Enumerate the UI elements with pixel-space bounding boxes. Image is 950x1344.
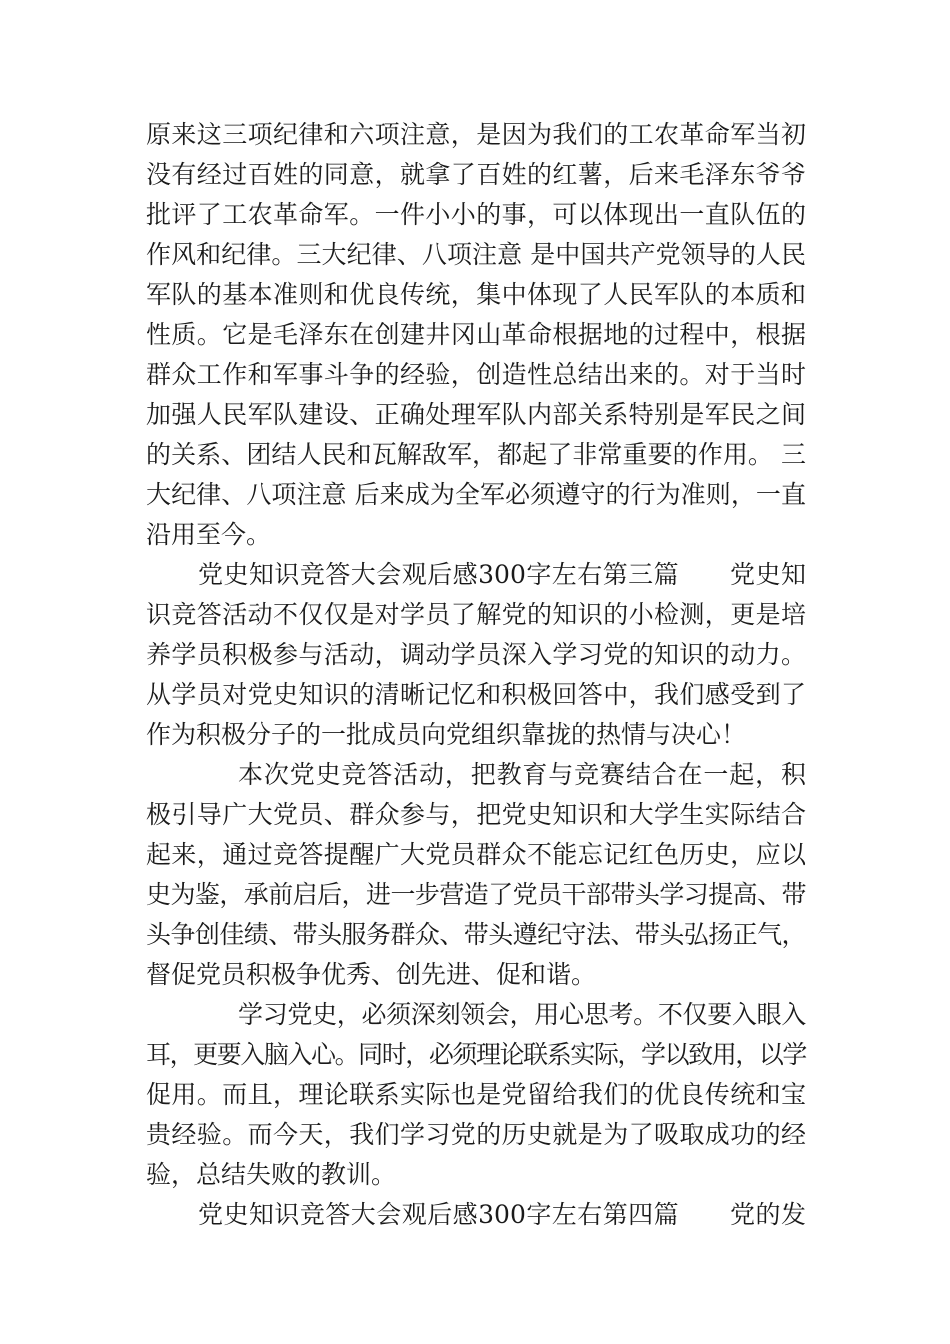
text-line: 党史知识竞答大会观后感300字左右第三篇 党史知 (198, 560, 806, 589)
text-line: 贵经验。而今天，我们学习党的历史就是为了吸取成功的经 (146, 1120, 806, 1149)
text-line: 军队的基本准则和优良传统，集中体现了人民军队的本质和 (146, 280, 806, 309)
text-line: 性质。它是毛泽东在创建井冈山革命根据地的过程中，根据 (146, 320, 806, 349)
text-line: 极引导广大党员、群众参与，把党史知识和大学生实际结合 (146, 800, 806, 829)
text-line: 原来这三项纪律和六项注意，是因为我们的工农革命军当初 (146, 120, 806, 149)
text-line: 史为鉴，承前启后，进一步营造了党员干部带头学习提高、带 (146, 880, 807, 909)
text-line: 没有经过百姓的同意，就拿了百姓的红薯，后来毛泽东爷爷 (146, 160, 806, 189)
document-body (146, 115, 806, 1235)
text-line: 大纪律、八项注意 后来成为全军必须遵守的行为准则，一直 (146, 480, 806, 509)
text-line: 学习党史，必须深刻领会，用心思考。不仅要入眼入 (238, 1000, 807, 1029)
text-line: 作风和纪律。三大纪律、八项注意 是中国共产党领导的人民 (146, 240, 806, 269)
text-line: 作为积极分子的一批成员向党组织靠拢的热情与决心！ (146, 720, 747, 749)
text-line: 促用。而且，理论联系实际也是党留给我们的优良传统和宝 (146, 1080, 806, 1109)
text-line: 识竞答活动不仅仅是对学员了解党的知识的小检测，更是培 (146, 600, 806, 629)
text-line: 批评了工农革命军。一件小小的事，可以体现出一直队伍的 (146, 200, 806, 229)
text-line: 督促党员积极争优秀、创先进、促和谐。 (146, 960, 597, 989)
text-line: 的关系、团结人民和瓦解敌军，都起了非常重要的作用。 三 (146, 440, 806, 469)
text-line: 沿用至今。 (146, 520, 272, 549)
text-line: 起来，通过竞答提醒广大党员群众不能忘记红色历史，应以 (146, 840, 806, 869)
text-line: 党史知识竞答大会观后感300字左右第四篇 党的发 (198, 1200, 806, 1229)
text-line: 验，总结失败的教训。 (146, 1160, 397, 1189)
text-line: 本次党史竞答活动，把教育与竞赛结合在一起，积 (238, 760, 806, 789)
text-line: 耳，更要入脑入心。同时，必须理论联系实际，学以致用，以学 (146, 1040, 807, 1069)
text-line: 群众工作和军事斗争的经验，创造性总结出来的。对于当时 (146, 360, 806, 389)
text-line: 头争创佳绩、带头服务群众、带头遵纪守法、带头弘扬正气， (146, 920, 807, 949)
text-line: 从学员对党史知识的清晰记忆和积极回答中，我们感受到了 (146, 680, 806, 709)
text-line: 养学员积极参与活动，调动学员深入学习党的知识的动力。 (146, 640, 806, 669)
text-line: 加强人民军队建设、正确处理军队内部关系特别是军民之间 (146, 400, 806, 429)
